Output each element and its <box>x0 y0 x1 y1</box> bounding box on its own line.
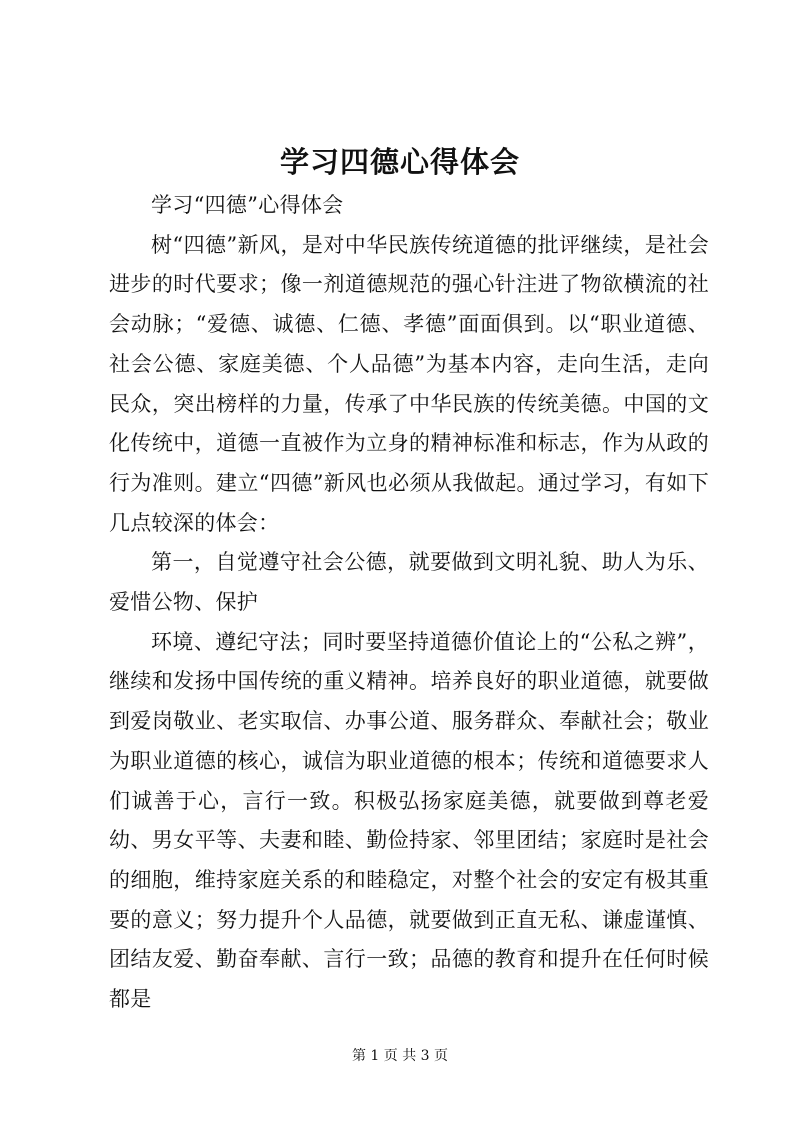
paragraph-first-point: 第一，自觉遵守社会公德，就要做到文明礼貌、助人为乐、爱惜公物、保护 <box>109 550 709 615</box>
paragraph-continuation: 环境、遵纪守法；同时要坚持道德价值论上的“公私之辨”，继续和发扬中国传统的重义精神。培养良好的职业道德，就要做到爱岗敬业、老实取信、办事公道、服务群众、奉献社会；敬业为职业道德的核心，诚信为职业道德的根本；传统和道德要求人们诚善于心，言行一致。积极弘扬家庭美德，就要做到尊老爱幼、男女平等、夫妻和睦、勤俭持家、邻里团结；家庭时是社会的细胞，维持家庭关系的和睦稳定，对整个社会的安定有极其重要的意义；努力提升个人品德，就要做到正直无私、谦虚谨慎、团结友爱、勤奋奉献、言行一致；品德的教育和提升在任何时候都是 <box>109 629 709 1012</box>
page-number-footer: 第 1 页 共 3 页 <box>351 1048 449 1064</box>
document-title: 学习四德心得体会 <box>279 145 520 179</box>
paragraph-intro: 树“四德”新风，是对中华民族传统道德的批评继续，是社会进步的时代要求；像一剂道德规范的强心针注进了物欲横流的社会动脉；“爱德、诚德、仁德、孝德”面面俱到。以“职业道德、社会公德、家庭美德、个人品德”为基本内容，走向生活，走向民众，突出榜样的力量，传承了中华民族的传统美德。中国的文化传统中，道德一直被作为立身的精神标准和标志，作为从政的行为准则。建立“四德”新风也必须从我做起。通过学习，有如下几点较深的体会： <box>109 232 709 535</box>
paragraph-subtitle: 学习“四德”心得体会 <box>151 193 344 217</box>
document-body <box>109 186 709 1020</box>
